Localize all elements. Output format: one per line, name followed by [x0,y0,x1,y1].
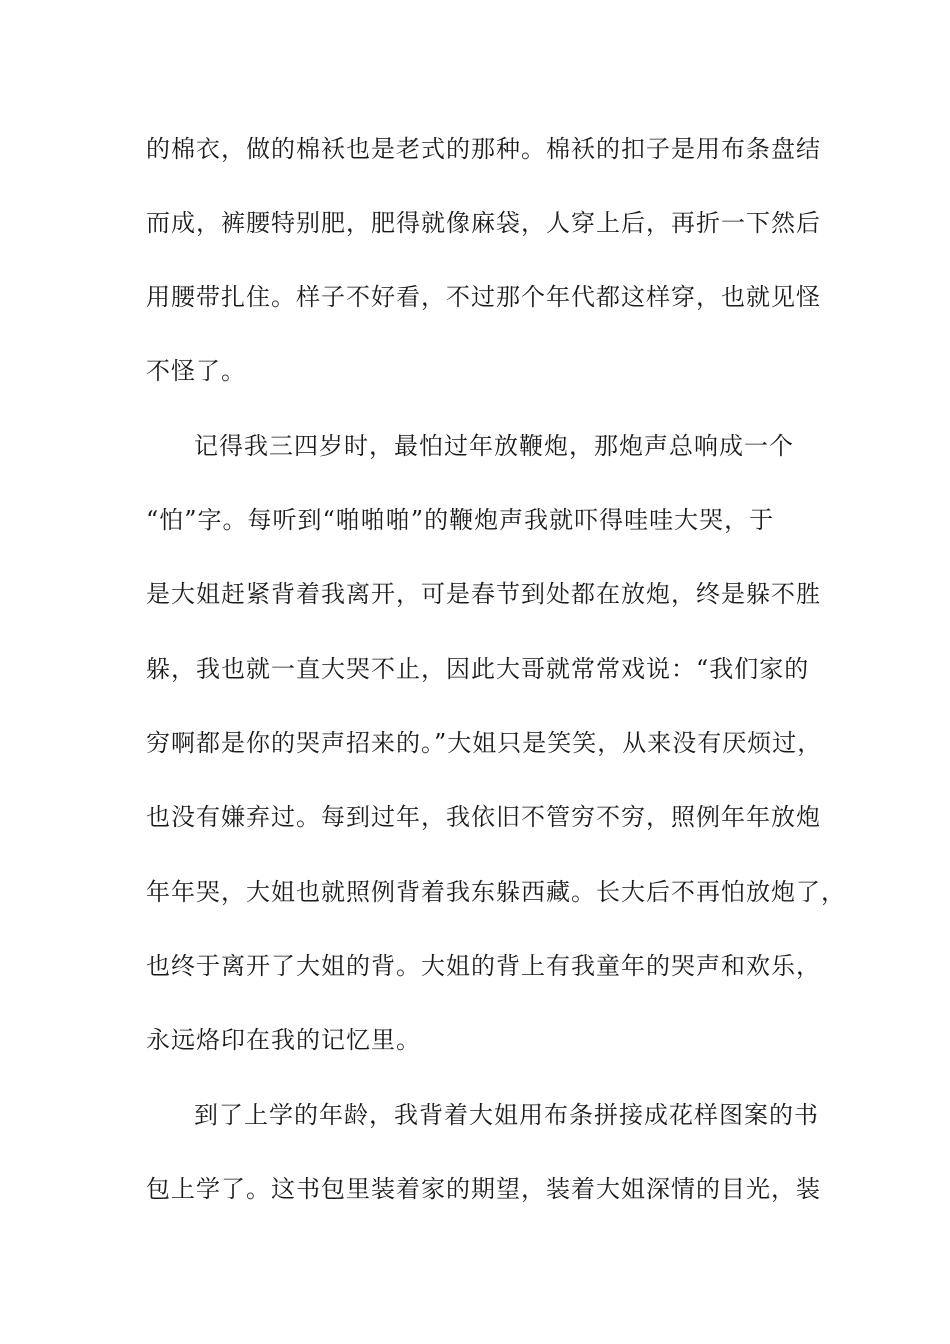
text-line: 躲，我也就一直大哭不止，因此大哥就常常戏说：“我们家的 [146,655,810,683]
text-line: 永远烙印在我的记忆里。 [146,1026,421,1054]
text-line: 而成，裤腰特别肥，肥得就像麻袋，人穿上后，再折一下然后 [146,209,821,237]
text-line: 也终于离开了大姐的背。大姐的背上有我童年的哭声和欢乐， [146,952,821,980]
text-line: 用腰带扎住。样子不好看，不过那个年代都这样穿，也就见怪 [146,283,821,311]
text-line: 包上学了。这书包里装着家的期望，装着大姐深情的目光，装 [146,1175,821,1203]
text-line: 的棉衣，做的棉袄也是老式的那种。棉袄的扣子是用布条盘结 [146,135,821,163]
paragraph-first-line: 到了上学的年龄，我背着大姐用布条拼接成花样图案的书 [194,1101,819,1129]
text-line: 不怪了。 [146,357,246,385]
text-line: 年年哭，大姐也就照例背着我东躲西藏。长大后不再怕放炮了， [146,878,846,906]
text-line: 穷啊都是你的哭声招来的。”大姐只是笑笑，从来没有厌烦过， [146,729,823,757]
text-line: 是大姐赶紧背着我离开，可是春节到处都在放炮，终是躲不胜 [146,580,821,608]
paragraph-first-line: 记得我三四岁时，最怕过年放鞭炮，那炮声总响成一个 [194,432,794,460]
text-line: 也没有嫌弃过。每到过年，我依旧不管穷不穷，照例年年放炮 [146,803,821,831]
text-line: “怕”字。每听到“啪啪啪”的鞭炮声我就吓得哇哇大哭，于 [146,506,775,534]
